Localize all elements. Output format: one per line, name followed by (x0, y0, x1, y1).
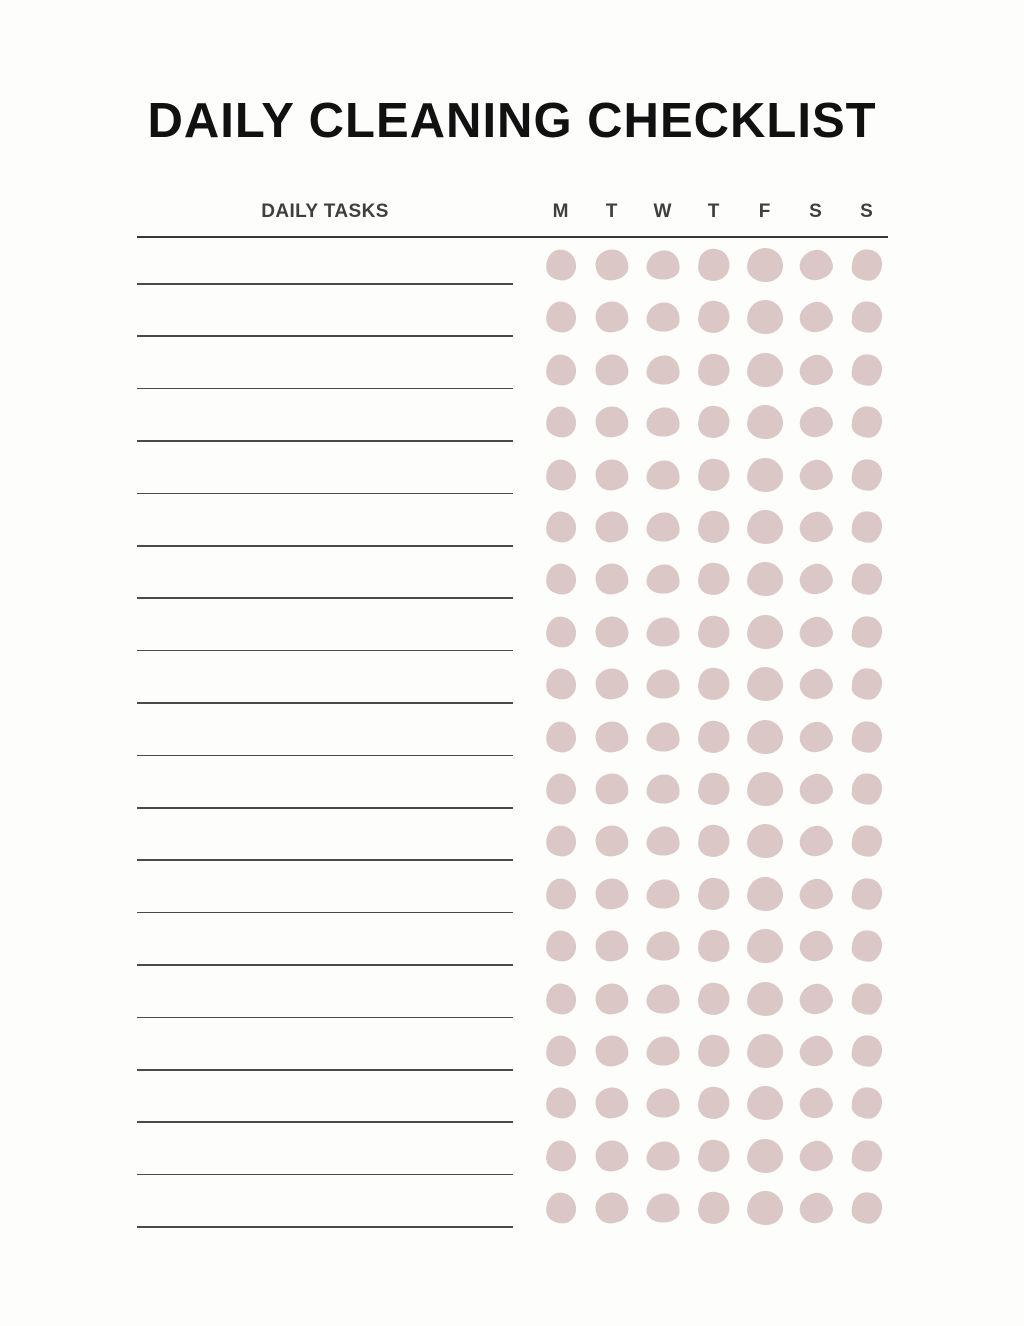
day-dot[interactable] (594, 563, 629, 596)
day-dot[interactable] (647, 460, 680, 489)
day-dot[interactable] (647, 1141, 680, 1170)
day-dot[interactable] (647, 670, 680, 699)
task-line[interactable] (137, 493, 513, 495)
page-title: DAILY CLEANING CHECKLIST (147, 94, 877, 148)
day-dot[interactable] (647, 408, 680, 437)
day-dot[interactable] (746, 1190, 784, 1226)
task-line[interactable] (137, 388, 513, 390)
day-dot[interactable] (696, 1033, 732, 1070)
day-dot[interactable] (544, 877, 577, 911)
day-dot[interactable] (544, 772, 577, 806)
day-dot[interactable] (544, 720, 577, 754)
day-dot[interactable] (594, 248, 629, 281)
day-dot[interactable] (851, 405, 884, 438)
day-dot[interactable] (797, 771, 836, 807)
day-dot[interactable] (851, 353, 884, 386)
day-dot[interactable] (594, 825, 629, 858)
task-line[interactable] (137, 545, 513, 547)
day-dot[interactable] (851, 1139, 884, 1172)
day-dot[interactable] (696, 980, 732, 1017)
day-dot[interactable] (746, 1033, 784, 1069)
day-dot[interactable] (746, 928, 784, 964)
day-dot[interactable] (544, 982, 577, 1016)
day-dot[interactable] (647, 879, 680, 908)
day-dot[interactable] (594, 353, 629, 386)
day-dot[interactable] (746, 352, 784, 388)
day-dot[interactable] (647, 722, 680, 751)
task-line[interactable] (137, 1121, 513, 1123)
day-dot[interactable] (647, 984, 680, 1013)
day-dot[interactable] (696, 928, 732, 965)
day-dot[interactable] (746, 771, 784, 807)
day-dot[interactable] (594, 877, 629, 910)
day-dot[interactable] (594, 720, 629, 753)
day-dot[interactable] (594, 458, 629, 491)
day-dot[interactable] (544, 1086, 577, 1120)
day-dot[interactable] (594, 772, 629, 805)
day-dot[interactable] (851, 615, 884, 648)
day-dot[interactable] (696, 1137, 732, 1174)
day-dot[interactable] (797, 718, 836, 754)
day-dot[interactable] (797, 614, 836, 650)
day-dot[interactable] (851, 248, 884, 281)
task-line[interactable] (137, 1226, 513, 1228)
day-dot[interactable] (647, 1089, 680, 1118)
day-dot[interactable] (696, 456, 732, 493)
day-dot[interactable] (647, 932, 680, 961)
day-dot[interactable] (797, 509, 836, 545)
day-dot[interactable] (594, 510, 629, 543)
day-dot[interactable] (746, 299, 784, 335)
day-dot[interactable] (544, 1034, 577, 1068)
day-dot[interactable] (797, 1138, 836, 1174)
task-line[interactable] (137, 702, 513, 704)
day-dot[interactable] (746, 1138, 784, 1174)
day-dot[interactable] (746, 823, 784, 859)
day-dot[interactable] (851, 982, 884, 1015)
day-dot[interactable] (851, 825, 884, 858)
day-dot[interactable] (851, 1087, 884, 1120)
day-dot[interactable] (696, 561, 732, 598)
day-dot[interactable] (746, 666, 784, 702)
day-dot[interactable] (544, 1191, 577, 1225)
day-dot[interactable] (746, 509, 784, 545)
task-line[interactable] (137, 335, 513, 337)
day-dot[interactable] (594, 615, 629, 648)
day-dot[interactable] (746, 1085, 784, 1121)
task-line[interactable] (137, 650, 513, 652)
day-dot[interactable] (696, 823, 732, 860)
day-dot[interactable] (647, 513, 680, 542)
day-dot[interactable] (851, 929, 884, 962)
day-dot[interactable] (851, 1191, 884, 1224)
day-header-label-6: S (860, 201, 873, 222)
day-header-label-3: T (707, 201, 720, 222)
day-dot[interactable] (594, 406, 629, 439)
day-dot[interactable] (696, 1190, 732, 1227)
day-dot[interactable] (746, 457, 784, 493)
day-dot[interactable] (544, 615, 577, 649)
day-dot[interactable] (797, 561, 836, 597)
day-dot[interactable] (696, 666, 732, 703)
day-dot[interactable] (797, 299, 836, 335)
day-dot[interactable] (696, 509, 732, 546)
day-dot[interactable] (647, 303, 680, 332)
day-dot[interactable] (594, 1139, 629, 1172)
day-dot[interactable] (544, 667, 577, 701)
day-dot[interactable] (647, 617, 680, 646)
day-header-label-5: S (809, 201, 822, 222)
day-dot[interactable] (594, 930, 629, 963)
task-line[interactable] (137, 755, 513, 757)
day-dot[interactable] (797, 823, 836, 859)
day-dot[interactable] (797, 247, 836, 283)
day-dot[interactable] (851, 877, 884, 910)
day-header-label-0: M (552, 201, 569, 222)
day-dot[interactable] (851, 510, 884, 543)
header-rule-divider (137, 236, 888, 238)
day-dot[interactable] (696, 247, 732, 284)
day-dot[interactable] (594, 301, 629, 334)
task-line[interactable] (137, 859, 513, 861)
day-dot[interactable] (797, 1190, 836, 1226)
day-dot[interactable] (746, 404, 784, 440)
day-dot[interactable] (696, 875, 732, 912)
day-header-label-4: F (758, 201, 771, 222)
day-dot[interactable] (647, 1037, 680, 1066)
day-dot[interactable] (797, 456, 836, 492)
task-line[interactable] (137, 1174, 513, 1176)
task-line[interactable] (137, 912, 513, 914)
day-dot[interactable] (797, 980, 836, 1016)
day-dot[interactable] (851, 563, 884, 596)
day-dot[interactable] (746, 561, 784, 597)
day-dot[interactable] (851, 1034, 884, 1067)
day-dot[interactable] (647, 775, 680, 804)
day-dot[interactable] (544, 405, 577, 439)
day-dot[interactable] (851, 772, 884, 805)
day-dot[interactable] (797, 928, 836, 964)
day-dot[interactable] (647, 565, 680, 594)
day-dot[interactable] (746, 614, 784, 650)
day-dot[interactable] (544, 300, 577, 334)
day-dot[interactable] (851, 720, 884, 753)
day-dot[interactable] (594, 1192, 629, 1225)
day-dot[interactable] (544, 458, 577, 492)
day-dot[interactable] (647, 355, 680, 384)
day-dot[interactable] (594, 982, 629, 1015)
day-dot[interactable] (544, 824, 577, 858)
day-header-label-1: T (605, 201, 618, 222)
day-dot[interactable] (746, 719, 784, 755)
day-header-label-2: W (653, 201, 672, 222)
tasks-column-header: DAILY TASKS (261, 201, 389, 222)
day-dot[interactable] (647, 1194, 680, 1223)
day-dot[interactable] (594, 668, 629, 701)
task-line[interactable] (137, 597, 513, 599)
task-line[interactable] (137, 283, 513, 285)
day-dot[interactable] (797, 352, 836, 388)
day-dot[interactable] (696, 351, 732, 388)
day-dot[interactable] (746, 247, 784, 283)
task-line[interactable] (137, 807, 513, 809)
day-dot[interactable] (544, 1139, 577, 1173)
day-dot[interactable] (696, 299, 732, 336)
day-dot[interactable] (647, 251, 680, 280)
day-dot[interactable] (696, 404, 732, 441)
day-dot[interactable] (746, 981, 784, 1017)
day-dot[interactable] (544, 929, 577, 963)
day-dot[interactable] (797, 1033, 836, 1069)
day-dot[interactable] (851, 301, 884, 334)
task-line[interactable] (137, 1069, 513, 1071)
day-dot[interactable] (544, 562, 577, 596)
day-dot[interactable] (696, 1085, 732, 1122)
day-dot[interactable] (851, 458, 884, 491)
day-dot[interactable] (696, 771, 732, 808)
day-dot[interactable] (746, 876, 784, 912)
day-dot[interactable] (544, 248, 577, 282)
day-dot[interactable] (797, 1085, 836, 1121)
day-dot[interactable] (797, 876, 836, 912)
day-headers (535, 200, 892, 224)
day-dot[interactable] (696, 718, 732, 755)
day-dot[interactable] (647, 827, 680, 856)
day-dot[interactable] (544, 510, 577, 544)
day-dot[interactable] (594, 1034, 629, 1067)
day-dot[interactable] (594, 1087, 629, 1120)
task-line[interactable] (137, 964, 513, 966)
task-line[interactable] (137, 1017, 513, 1019)
day-dot[interactable] (797, 666, 836, 702)
day-dot[interactable] (696, 613, 732, 650)
day-dot[interactable] (797, 404, 836, 440)
day-dot[interactable] (544, 353, 577, 387)
task-line[interactable] (137, 440, 513, 442)
day-dot[interactable] (851, 667, 884, 700)
